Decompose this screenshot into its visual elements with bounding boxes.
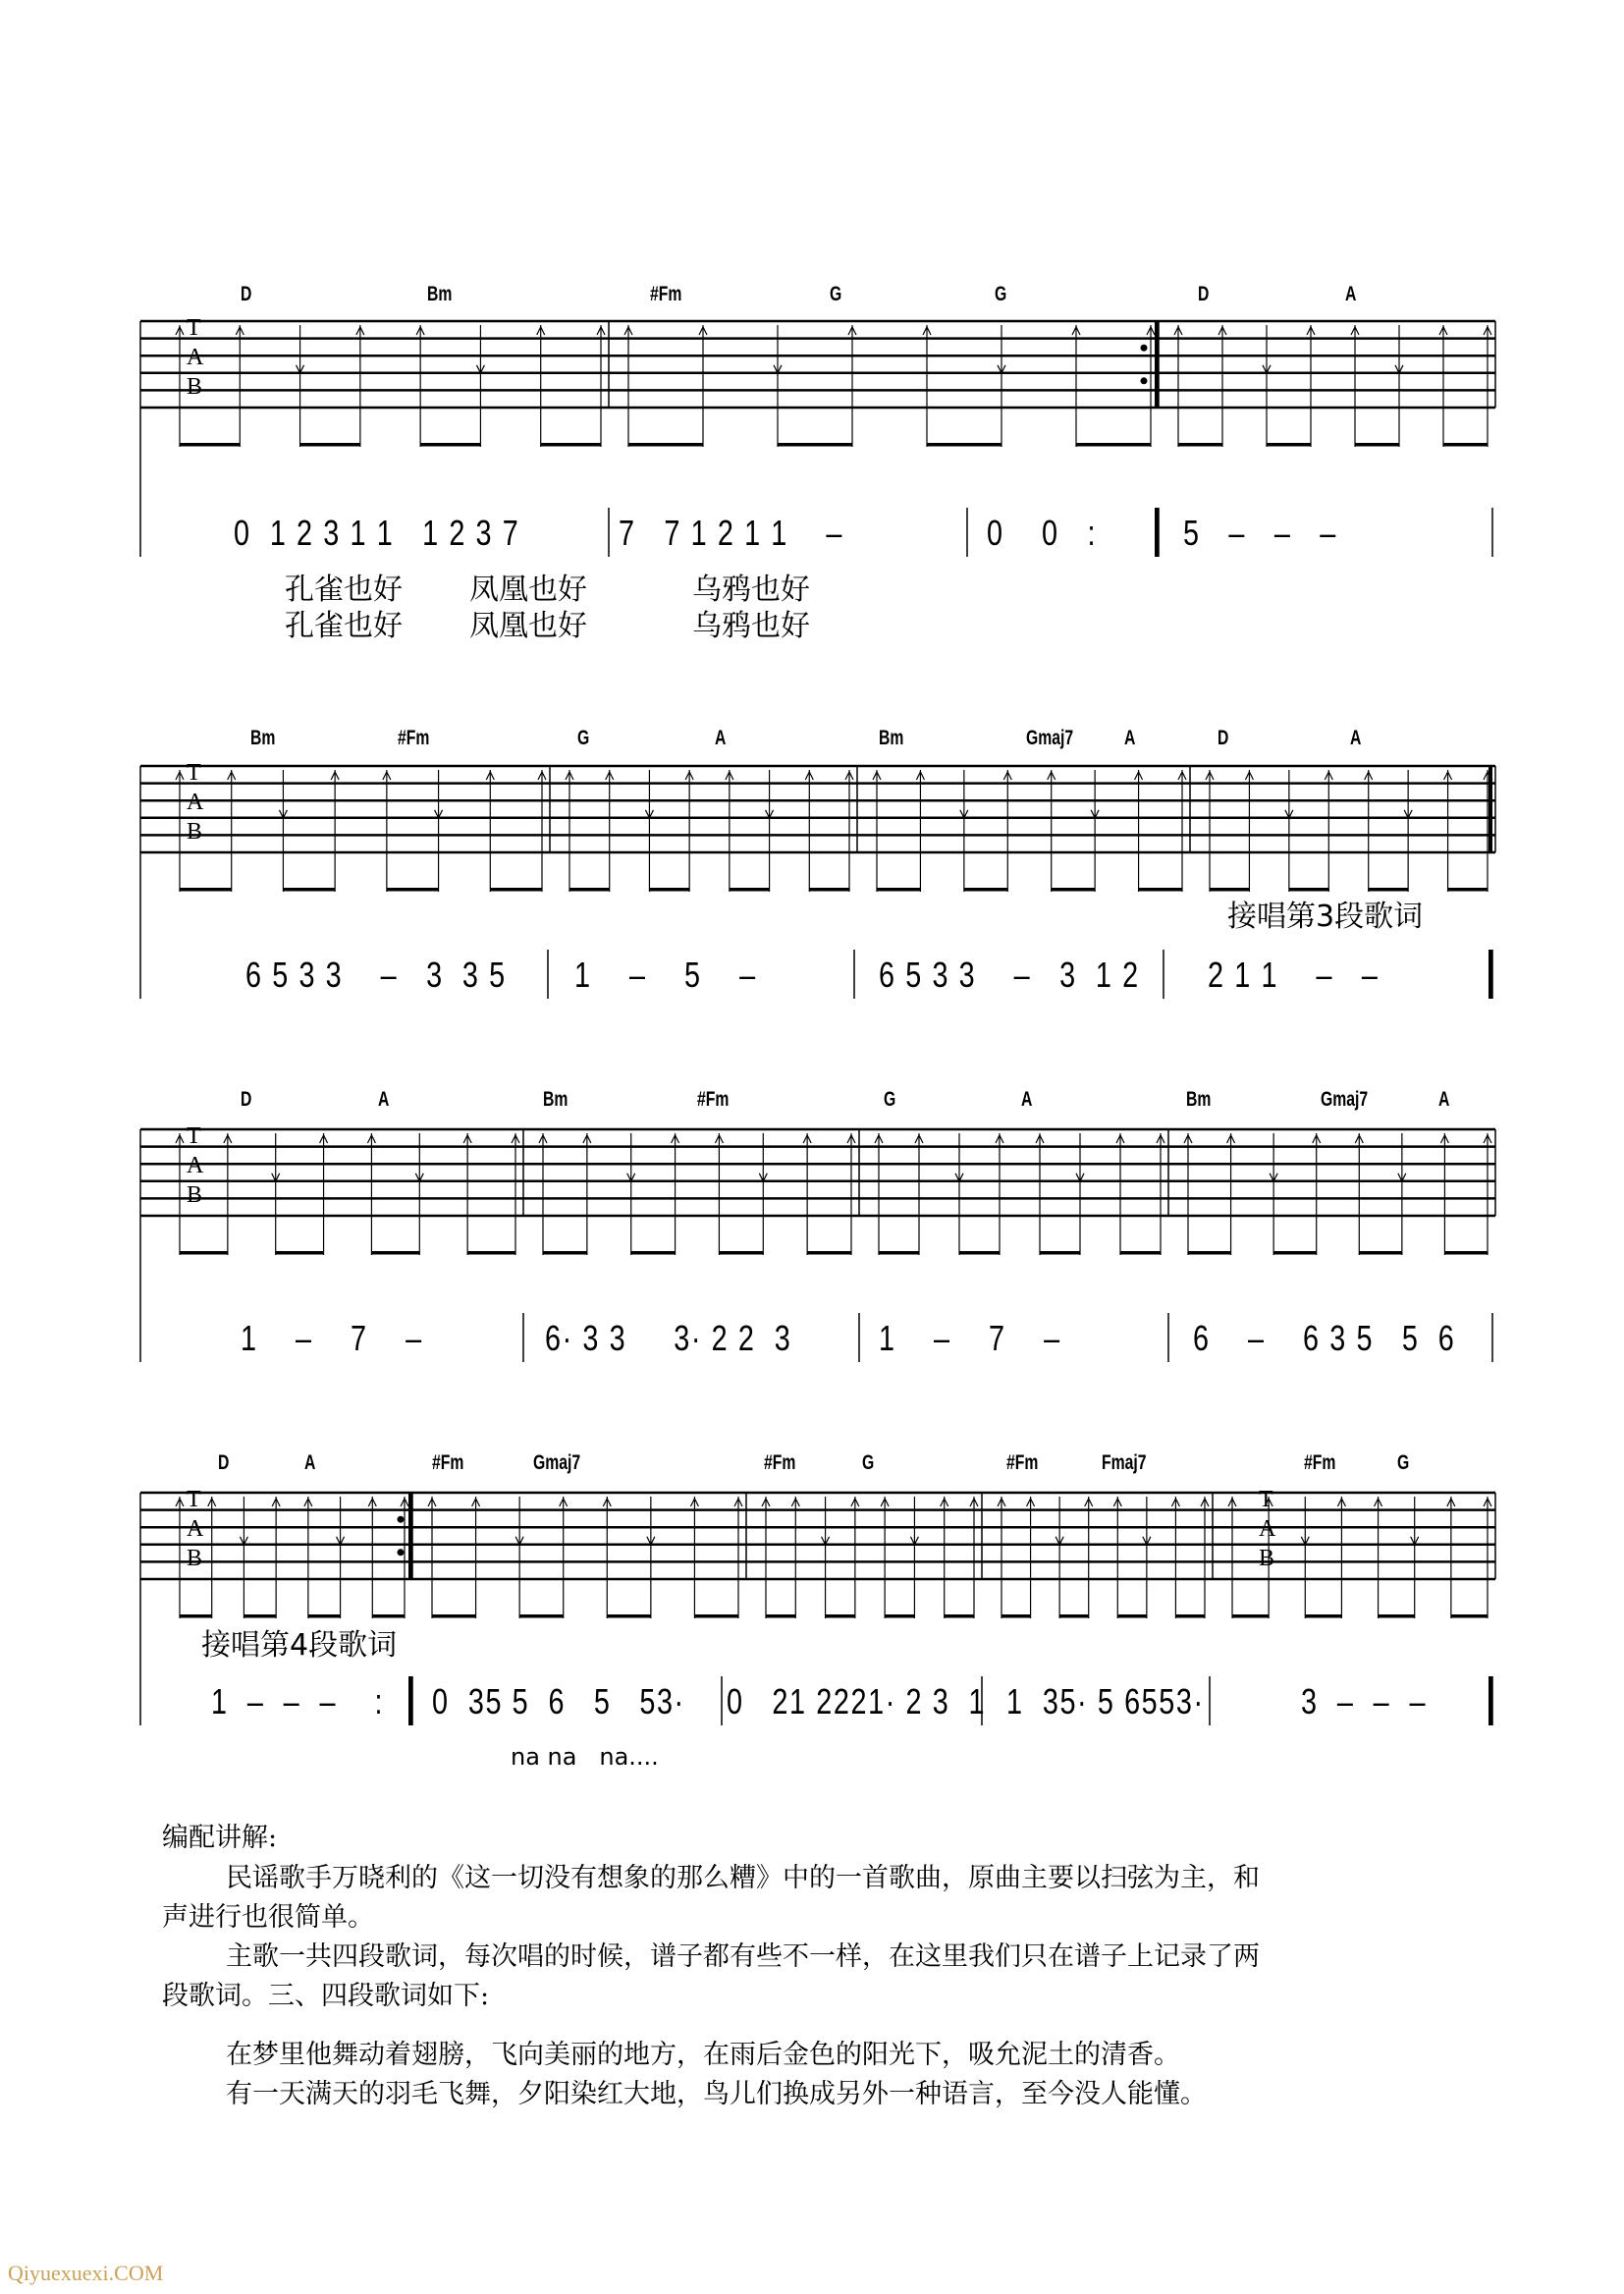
chord-name: Bm xyxy=(427,283,453,305)
beam xyxy=(959,1251,1000,1255)
tab-label: B xyxy=(187,1546,203,1571)
beam xyxy=(719,1251,763,1255)
beam xyxy=(519,1614,564,1618)
beam xyxy=(607,1614,651,1618)
chord-name: A xyxy=(1124,727,1136,749)
chord-name: #Fm xyxy=(432,1451,464,1474)
beam xyxy=(244,1614,276,1618)
tab-label: A xyxy=(187,1153,204,1178)
beam xyxy=(541,443,601,447)
jianpu-measure: 1 – – – : xyxy=(211,1681,385,1721)
beam xyxy=(1001,1614,1031,1618)
beam xyxy=(877,888,920,892)
beam xyxy=(1273,1251,1317,1255)
beam xyxy=(372,1614,405,1618)
beam xyxy=(371,1251,419,1255)
chord-name: Bm xyxy=(250,727,276,749)
jianpu-measure: 1 – 7 – xyxy=(879,1318,1061,1358)
jianpu-measure: 6 – 6 3 5 5 6 xyxy=(1193,1318,1456,1358)
watermark: Qiyuexuexi.COM xyxy=(8,2261,164,2285)
beam xyxy=(387,888,439,892)
chord-name: #Fm xyxy=(764,1451,796,1474)
beam xyxy=(1289,888,1328,892)
beam xyxy=(1076,443,1151,447)
lyric-text: 乌鸦也好 xyxy=(692,573,810,607)
beam xyxy=(1175,1614,1205,1618)
tab-label: B xyxy=(187,819,203,845)
chord-name: D xyxy=(241,1088,252,1111)
beam xyxy=(300,443,360,447)
beam xyxy=(490,888,542,892)
beam xyxy=(778,443,852,447)
beam xyxy=(1267,443,1311,447)
beam xyxy=(1210,888,1249,892)
lyric-text: 孔雀也好 xyxy=(285,573,403,607)
chord-name: Fmaj7 xyxy=(1102,1451,1147,1474)
chord-name: Bm xyxy=(879,727,904,749)
beam xyxy=(1059,1614,1089,1618)
tab-label: T xyxy=(187,760,201,786)
beam xyxy=(1359,1251,1402,1255)
chord-name: G xyxy=(995,283,1007,305)
beam xyxy=(1188,1251,1231,1255)
jianpu-measure: 3 – – – xyxy=(1301,1681,1428,1721)
beam xyxy=(649,888,689,892)
beam xyxy=(1052,888,1095,892)
jianpu-measure: 0 21 2221· 2 3 1 xyxy=(727,1681,987,1721)
verse-3-lyrics: 在梦里他舞动着翅膀，飞向美丽的地方，在雨后金色的阳光下，吸允泥土的清香。 xyxy=(226,2040,1180,2070)
beam xyxy=(432,1614,476,1618)
beam xyxy=(809,888,849,892)
double-barline xyxy=(408,1493,412,1579)
lyric-text: 乌鸦也好 xyxy=(692,609,810,643)
jianpu-measure: 7 7 1 2 1 1 – xyxy=(619,513,843,553)
beam xyxy=(879,1251,919,1255)
beam xyxy=(308,1614,341,1618)
beam xyxy=(180,443,240,447)
beam xyxy=(283,888,335,892)
explanation-text: 主歌一共四段歌词，每次唱的时候，谱子都有些不一样，在这里我们只在谱子上记录了两 xyxy=(226,1941,1260,1972)
beam xyxy=(964,888,1007,892)
beam xyxy=(885,1614,914,1618)
beam xyxy=(1232,1614,1269,1618)
chord-name: D xyxy=(1198,283,1210,305)
cue-text: 接唱第3段歌词 xyxy=(1227,900,1424,934)
chord-name: #Fm xyxy=(1304,1451,1336,1474)
tab-label: A xyxy=(187,345,204,370)
beam xyxy=(1444,1251,1488,1255)
chord-name: A xyxy=(1438,1088,1450,1111)
chord-name: Gmaj7 xyxy=(1026,727,1074,749)
chord-name: G xyxy=(577,727,590,749)
explanation-text: 民谣歌手万晓利的《这一切没有想象的那么糟》中的一首歌曲，原曲主要以扫弦为主，和 xyxy=(226,1863,1260,1893)
jianpu-measure: 6 5 3 3 – 3 3 5 xyxy=(245,955,507,995)
tab-label: T xyxy=(187,1123,201,1149)
beam xyxy=(180,1614,212,1618)
chord-name: G xyxy=(862,1451,875,1474)
tab-label: A xyxy=(1259,1516,1276,1542)
beam xyxy=(945,1614,974,1618)
jianpu-measure: 0 35 5 6 5 53· xyxy=(432,1681,685,1721)
chord-name: G xyxy=(1397,1451,1410,1474)
explanation-text: 声进行也很简单。 xyxy=(162,1902,374,1933)
chord-name: Gmaj7 xyxy=(1321,1088,1369,1111)
chord-name: #Fm xyxy=(1006,1451,1039,1474)
beam xyxy=(631,1251,676,1255)
beam xyxy=(569,888,610,892)
chord-name: A xyxy=(1350,727,1362,749)
chord-name: A xyxy=(304,1451,316,1474)
chord-name: Bm xyxy=(1186,1088,1212,1111)
beam xyxy=(807,1251,851,1255)
jianpu-measure: 2 1 1 – – xyxy=(1208,955,1380,995)
chord-name: D xyxy=(1218,727,1229,749)
chord-name: A xyxy=(378,1088,390,1111)
tab-label: B xyxy=(1259,1546,1275,1571)
chord-name: #Fm xyxy=(697,1088,730,1111)
tab-label: A xyxy=(187,790,204,815)
explanation-heading: 编配讲解: xyxy=(162,1823,278,1853)
beam xyxy=(1443,443,1488,447)
chord-name: D xyxy=(218,1451,230,1474)
beam xyxy=(694,1614,738,1618)
chord-name: Bm xyxy=(543,1088,568,1111)
beam xyxy=(543,1251,587,1255)
beam xyxy=(1451,1614,1488,1618)
lyric-text: na na na.... xyxy=(511,1743,659,1771)
beam xyxy=(1379,1614,1415,1618)
beam xyxy=(276,1251,324,1255)
chord-name: A xyxy=(1345,283,1357,305)
cue-text: 接唱第4段歌词 xyxy=(201,1628,398,1663)
beam xyxy=(1448,888,1488,892)
chord-name: G xyxy=(830,283,842,305)
beam xyxy=(1120,1251,1161,1255)
tab-label: T xyxy=(1259,1487,1273,1512)
tab-label: T xyxy=(187,315,201,341)
beam xyxy=(766,1614,795,1618)
beam xyxy=(1117,1614,1147,1618)
beam xyxy=(1040,1251,1080,1255)
tab-label: A xyxy=(187,1516,204,1542)
chord-name: A xyxy=(715,727,727,749)
jianpu-measure: 6 5 3 3 – 3 1 2 xyxy=(879,955,1140,995)
jianpu-measure: 0 1 2 3 1 1 1 2 3 7 xyxy=(234,513,520,553)
lyric-text: 凤凰也好 xyxy=(469,609,587,643)
jianpu-measure: 1 – 7 – xyxy=(241,1318,423,1358)
beam xyxy=(180,1251,228,1255)
double-barline xyxy=(1155,321,1159,408)
tab-label: B xyxy=(187,374,203,400)
jianpu-measure: 0 0 : xyxy=(987,513,1098,553)
chord-name: D xyxy=(241,283,252,305)
verse-4-lyrics: 有一天满天的羽毛飞舞，夕阳染红大地，鸟儿们换成另外一种语言，至今没人能懂。 xyxy=(226,2079,1207,2109)
beam xyxy=(730,888,770,892)
beam xyxy=(1139,888,1182,892)
beam xyxy=(1355,443,1399,447)
jianpu-measure: 1 – 5 – xyxy=(574,955,757,995)
lyric-text: 孔雀也好 xyxy=(285,609,403,643)
explanation-text: 段歌词。三、四段歌词如下: xyxy=(162,1981,490,2011)
chord-name: #Fm xyxy=(650,283,682,305)
beam xyxy=(628,443,703,447)
tab-label: B xyxy=(187,1182,203,1208)
chord-name: #Fm xyxy=(398,727,430,749)
beam xyxy=(1369,888,1408,892)
jianpu-measure: 5 – – – xyxy=(1183,513,1337,553)
beam xyxy=(826,1614,855,1618)
jianpu-measure: 1 35· 5 6553· xyxy=(1006,1681,1205,1721)
chord-name: Gmaj7 xyxy=(533,1451,581,1474)
beam xyxy=(927,443,1001,447)
chord-name: G xyxy=(884,1088,896,1111)
jianpu-measure: 6· 3 3 3· 2 2 3 xyxy=(545,1318,792,1358)
beam xyxy=(180,888,232,892)
beam xyxy=(1305,1614,1341,1618)
chord-name: A xyxy=(1021,1088,1033,1111)
lyric-text: 凤凰也好 xyxy=(469,573,587,607)
beam xyxy=(1178,443,1222,447)
beam xyxy=(467,1251,515,1255)
beam xyxy=(420,443,480,447)
tab-label: T xyxy=(187,1487,201,1512)
